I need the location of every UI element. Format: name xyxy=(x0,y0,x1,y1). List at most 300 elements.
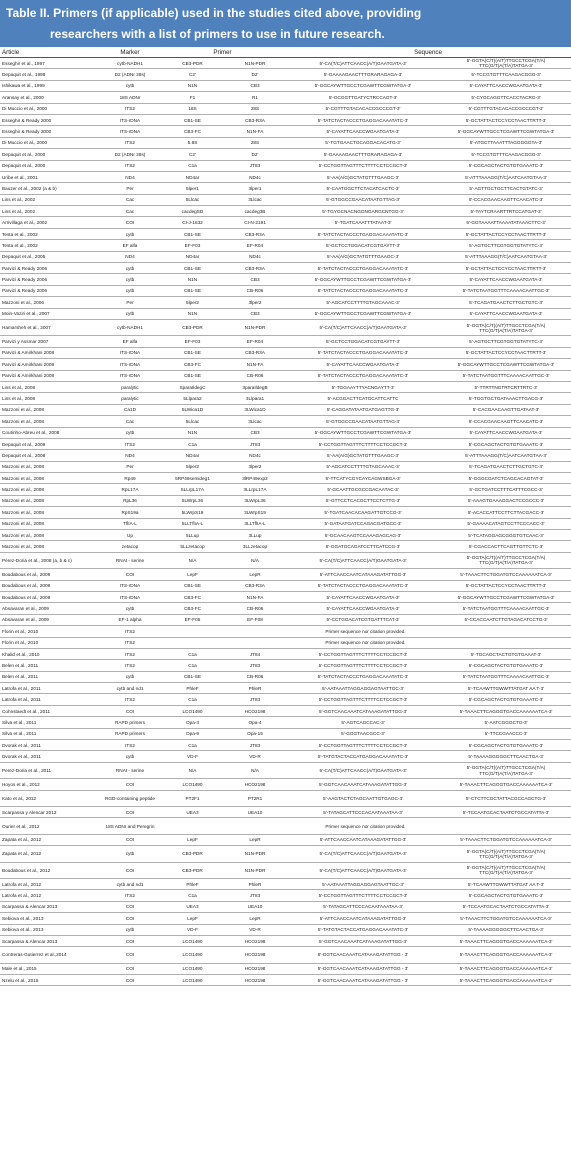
table-row xyxy=(0,370,571,381)
marker-cell: ITS2 xyxy=(100,103,160,114)
primer-forward-cell: C1a xyxy=(160,694,225,705)
primer-forward-cell: C2' xyxy=(160,149,225,160)
article-cell: Boudabous et al., 2009 xyxy=(0,569,100,580)
marker-cell: ITS2 xyxy=(100,626,160,637)
article-cell: Parvizi & Ready 2006 xyxy=(0,274,100,285)
marker-cell: cytb xyxy=(100,80,160,91)
sequence-forward-cell: 5'-GGTCAACAAATCATAAAGATATTGG-3' xyxy=(285,705,441,716)
article-cell: Esseghir & Ready 2000 xyxy=(0,114,100,125)
sequence-reverse-cell: 5'-AGTTGCTGCTTCACTGTATC-3' xyxy=(441,183,571,194)
header-sequence: Sequence xyxy=(285,47,571,58)
primer-forward-cell: N/A xyxy=(160,552,225,568)
article-cell: Mazzoni et al., 2008 xyxy=(0,416,100,427)
primer-reverse-cell: ND4c xyxy=(225,251,285,262)
article-cell: Bauzer et al., 2002 (a & b) xyxy=(0,183,100,194)
primer-forward-cell: C1a xyxy=(160,740,225,751)
marker-cell: EF-1 alpha xyxy=(100,614,160,625)
primer-forward-cell: 5LWica1D xyxy=(160,404,225,415)
marker-cell: Per xyxy=(100,461,160,472)
primer-forward-cell: LepF xyxy=(160,834,225,845)
sequence-forward-cell: 5'-GCGGTTGATYCTRCCAGT-3' xyxy=(285,92,441,103)
primer-reverse-cell: EF-F08 xyxy=(225,614,285,625)
sequence-reverse-cell: 5'-ATGCTTAAATTTAGGGGGTA-3' xyxy=(441,137,571,148)
sequence-forward-cell: 5'-CCTGGACATCGTGATTTCAT-3' xyxy=(285,614,441,625)
marker-cell: Rp49 xyxy=(100,473,160,484)
primer-forward-cell: LCO1490 xyxy=(160,779,225,790)
article-cell: Aransay et al., 2000 xyxy=(0,92,100,103)
sequence-forward-cell: 5'-GAAAAGAACTTTGRARAGAGA-3' xyxy=(285,69,441,80)
table-row xyxy=(0,484,571,495)
table-row xyxy=(0,58,571,69)
article-cell: Mazzoni et al., 2008 xyxy=(0,495,100,506)
sequence-forward-cell: 5'-TTCATYCGYCAYCAGWSBGA-3' xyxy=(285,473,441,484)
primer-forward-cell: 5LWrpL36 xyxy=(160,495,225,506)
table-row xyxy=(0,404,571,415)
article-cell: Moin-Vaziri et al., 2007 xyxy=(0,308,100,319)
marker-cell: RpL36 xyxy=(100,495,160,506)
sequence-reverse-cell: 5'-TAAACTTCAGGGTGACCAAAAAATCA-3' xyxy=(441,947,571,963)
article-cell: Florin et al., 2010 xyxy=(0,626,100,637)
primer-reverse-cell: CB-R06 xyxy=(225,285,285,296)
marker-cell: RpS19a xyxy=(100,507,160,518)
sequence-forward-cell: 5'-AAGTACTCTAGCAATTGTGAGC-3' xyxy=(285,790,441,806)
primer-reverse-cell: EF-R04 xyxy=(225,336,285,347)
marker-cell: Ca1D xyxy=(100,404,160,415)
primer-forward-cell: CB1-SE xyxy=(160,347,225,358)
article-cell: Ishikawa et al., 1999 xyxy=(0,80,100,91)
table-row xyxy=(0,705,571,716)
sequence-forward-cell: 5'-GGGTAACGCC-3' xyxy=(285,728,441,739)
sequence-reverse-cell: 5'-GCTATTACTCCYCCTAACTTRTT-3' xyxy=(441,228,571,239)
article-cell: Parvizi & Amirkhani 2008 xyxy=(0,347,100,358)
sequence-reverse-cell: 5'-TAAAAGGGGGCTTCAACTGA-3' xyxy=(441,751,571,762)
primer-reverse-cell: CB-R06 xyxy=(225,671,285,682)
primer-forward-cell: CB3-FC xyxy=(160,591,225,602)
primer-forward-cell: CB3-FC xyxy=(160,126,225,137)
article-cell: Depaquit et al., 2005 xyxy=(0,251,100,262)
sequence-forward-cell: 5'-GGTCAACAAATCATAAAGATATTGG - 3' xyxy=(285,963,441,974)
primer-reverse-cell: LepR xyxy=(225,569,285,580)
sequence-reverse-cell: 5'-TAYTCRAARTTRTCCATGAT-3' xyxy=(441,206,571,217)
primer-forward-cell: N1N xyxy=(160,308,225,319)
primer-reverse-cell: PhleR xyxy=(225,683,285,694)
sequence-reverse-cell: 5'-GGTAAAATTAAAATATAAACTTC-3' xyxy=(441,217,571,228)
sequence-forward-cell: 5'-GGCAYWTTGCCTCGAWTTCGWTATGA-3' xyxy=(285,274,441,285)
primer-forward-cell: C1a xyxy=(160,438,225,449)
marker-cell: Cac xyxy=(100,206,160,217)
sequence-reverse-cell: 5'-CCACGAACAAGTTCAACATC-3' xyxy=(441,416,571,427)
sequence-reverse-cell: 5'-ATTTAAAGG(T/C)AATCAATGTAA-3' xyxy=(441,251,571,262)
primer-reverse-cell: 3LLrpL17A xyxy=(225,484,285,495)
marker-cell: cytb xyxy=(100,263,160,274)
article-cell: Cohnstaedt et al., 2011 xyxy=(0,705,100,716)
primer-forward-cell: VD-F xyxy=(160,751,225,762)
primer-forward-cell: LCO1490 xyxy=(160,947,225,963)
table-row xyxy=(0,263,571,274)
primer-reverse-cell: cacdeg3B xyxy=(225,206,285,217)
article-cell: Mazzoni et al., 2008 xyxy=(0,473,100,484)
article-cell: Parvizi & Ready 2006 xyxy=(0,285,100,296)
table-row xyxy=(0,790,571,806)
sequence-forward-cell: 5'-TATAGCATTCCCACAATAAATAA-3' xyxy=(285,807,441,818)
marker-cell: COI xyxy=(100,834,160,845)
sequence-reverse-cell: 5'-AGTGCTTCGTGGTGTATYTC-3' xyxy=(441,240,571,251)
marker-cell: cytb xyxy=(100,427,160,438)
primer-forward-cell: C1a xyxy=(160,890,225,901)
sequence-forward-cell: 5'-TATCTACTACCCTGAGGACAAATATC-3' xyxy=(285,671,441,682)
sequence-reverse-cell: 5'-TCCGTGTTTCAAGACGGG-3' xyxy=(441,69,571,80)
sequence-forward-cell: 5'-ATTCAACCAATCATAAAGATATTGG-3' xyxy=(285,913,441,924)
header-primer: Primer xyxy=(160,47,285,58)
primer-reverse-cell: 28S xyxy=(225,103,285,114)
primer-reverse-cell: CB-R06 xyxy=(225,370,285,381)
article-cell: Boudabous et al., 2009 xyxy=(0,580,100,591)
primer-forward-cell: EF-F05 xyxy=(160,614,225,625)
sequence-reverse-cell: 5'-CAYATTCAACCWGAATGATA-3' xyxy=(441,80,571,91)
table-row xyxy=(0,834,571,845)
article-cell: Mazzoni et al., 2008 xyxy=(0,518,100,529)
sequence-reverse-cell: 5'-TAAACTTCAGGGTGACCAAAAAATCA-3' xyxy=(441,935,571,946)
marker-cell: RNAt - serine xyxy=(100,552,160,568)
sequence-reverse-cell: 5'-GAAAACATAGTCCTTCCCACC-3' xyxy=(441,518,571,529)
table-row xyxy=(0,308,571,319)
primer-reverse-cell: 3LLTflIA-L xyxy=(225,518,285,529)
table-row xyxy=(0,637,571,648)
sequence-forward-cell: 5'-GGTCAACAAATCATAAAGATATTGG-3' xyxy=(285,779,441,790)
primer-reverse-cell: CB3-R3A xyxy=(225,228,285,239)
sequence-forward-cell: 5'-GGTCAACAAATCATAAAGATATTGG-3' xyxy=(285,935,441,946)
sequence-reverse-cell: 5'-GCTATTACTCCYCCTAACTTRTT-3' xyxy=(441,580,571,591)
sequence-reverse-cell: 5'-TCCGTGTTTCAAGACGGG-3' xyxy=(441,149,571,160)
sequence-reverse-cell: 5'-CGTTTGTACACACCGCCCGT-3' xyxy=(441,103,571,114)
marker-cell: cytb xyxy=(100,671,160,682)
note-cell: Primer sequence nor citation provided. xyxy=(160,637,571,648)
article-cell: Contreras-Gutierrez et al.,2014 xyxy=(0,947,100,963)
sequence-forward-cell: 5'-TATCTACTACCCTGAGGACAAATATC-3' xyxy=(285,228,441,239)
sequence-forward-cell: 5'-GATAATGATCCAGACGATGCC-3' xyxy=(285,518,441,529)
sequence-reverse-cell: 5'-CTCTTCGCTATTACGCCAGCTG-3' xyxy=(441,790,571,806)
primer-forward-cell: CB1-SE xyxy=(160,263,225,274)
sequence-reverse-cell: 5'-TAAACTTCTGGATGTCCAAAAAATCA-3' xyxy=(441,834,571,845)
marker-cell: cytb xyxy=(100,751,160,762)
primer-reverse-cell: HCO2198 xyxy=(225,975,285,986)
table-row xyxy=(0,518,571,529)
sequence-forward-cell: 5'-CCTGGTTAGTTTCTTTTCCTCCGCT-3' xyxy=(285,890,441,901)
primer-forward-cell: 18S xyxy=(160,103,225,114)
primer-reverse-cell: LepR xyxy=(225,913,285,924)
table-row xyxy=(0,495,571,506)
sequence-reverse-cell: 5'-CACGAACAAGTTGATAAT-3' xyxy=(441,404,571,415)
sequence-reverse-cell: 5'-TTRTTNGTRTCRTTRTC-3' xyxy=(441,381,571,392)
table-row xyxy=(0,660,571,671)
sequence-reverse-cell: 5'-CGCAGCTACTGTGTGAAATC-3' xyxy=(441,890,571,901)
primer-reverse-cell: 3LWica1D xyxy=(225,404,285,415)
primer-reverse-cell: HCO2198 xyxy=(225,705,285,716)
sequence-reverse-cell: 5'-GGTA(C/T)(A/T)TTGCCTCGA(T/A) TTC(G/T)A(T/A)TATGA-3' xyxy=(441,862,571,878)
primer-forward-cell: CB3-PDR xyxy=(160,319,225,335)
primer-forward-cell: LCO1490 xyxy=(160,963,225,974)
sequence-reverse-cell: 5'-TAAACTTCTGGATGTCCAAAAAATCA-3' xyxy=(441,569,571,580)
primer-forward-cell: LepF xyxy=(160,913,225,924)
primer-forward-cell: LepF xyxy=(160,569,225,580)
table-title xyxy=(0,0,571,47)
marker-cell: ITS-rDNA xyxy=(100,359,160,370)
article-cell: Hoyos et al., 2012 xyxy=(0,779,100,790)
sequence-forward-cell: 5'-CA(T/C)ATTCAACC(A/T)GAATGATA-3' xyxy=(285,862,441,878)
sequence-reverse-cell: 5'-TGGTGCTGATAAACTTGACG-3' xyxy=(441,393,571,404)
table-row xyxy=(0,717,571,728)
article-cell: Ourier et al., 2012 xyxy=(0,818,100,834)
article-cell: Esseghir et al., 1997 xyxy=(0,58,100,69)
marker-cell: ITS2 xyxy=(100,694,160,705)
sequence-forward-cell: 5'-AA(A/G)GCTATGTTTGAAGC-3' xyxy=(285,450,441,461)
article-cell: Absavaran et al., 2009 xyxy=(0,614,100,625)
primer-forward-cell: 5lper1 xyxy=(160,183,225,194)
sequence-forward-cell: 5'-AGCATCCTTTTGTAGCAAAC-3' xyxy=(285,461,441,472)
primer-forward-cell: 5LLrpL17A xyxy=(160,484,225,495)
table-row xyxy=(0,171,571,182)
article-cell: Zapata et al., 2012 xyxy=(0,834,100,845)
sequence-forward-cell: 5'-TATCTACTACCCTGAGGACAAATATC-3' xyxy=(285,347,441,358)
table-row xyxy=(0,473,571,484)
sequence-reverse-cell: 5'-AAAGTGAAAGGACTCCGCCC-3' xyxy=(441,495,571,506)
article-cell: Latrofa et al., 2012 xyxy=(0,878,100,889)
table-row xyxy=(0,947,571,963)
primers-table xyxy=(0,47,571,986)
table-row xyxy=(0,381,571,392)
sequence-reverse-cell: 5'-AGTGCTTCGTGGTGTATYTC-3' xyxy=(441,336,571,347)
primer-forward-cell: CB1-SE xyxy=(160,671,225,682)
sequence-forward-cell: 5'-CAYATTCAACCWGAATGATA-3' xyxy=(285,603,441,614)
sequence-reverse-cell: 5'-ATTTAAAGG(T/C)AATCAATGTAA-3' xyxy=(441,450,571,461)
sequence-forward-cell: 5'-CCTGGTTAGTTTCTTTTCCTCCGCT-3' xyxy=(285,160,441,171)
primer-forward-cell: ND4ar xyxy=(160,450,225,461)
primer-reverse-cell: CB3 xyxy=(225,80,285,91)
article-cell: Florin et al., 2010 xyxy=(0,637,100,648)
marker-cell: Up xyxy=(100,530,160,541)
marker-cell: COI xyxy=(100,862,160,878)
primer-forward-cell: EF-F03 xyxy=(160,336,225,347)
table-row xyxy=(0,913,571,924)
primer-reverse-cell: 3LWrpS19 xyxy=(225,507,285,518)
marker-cell: COI xyxy=(100,217,160,228)
primer-forward-cell: CB3-PDR xyxy=(160,862,225,878)
primer-reverse-cell: UEA10 xyxy=(225,807,285,818)
sequence-forward-cell: 5'-GCAACAAGTCCAAAGAGCAG-3' xyxy=(285,530,441,541)
primer-forward-cell: CI-J-1632 xyxy=(160,217,225,228)
table-row xyxy=(0,228,571,239)
sequence-forward-cell: 5'-CCTGGTTAGTTTCTTTTCCTCCGCT-3' xyxy=(285,648,441,659)
table-row xyxy=(0,103,571,114)
primer-reverse-cell: 3Llcac xyxy=(225,416,285,427)
sequence-forward-cell: 5'-CAATGGCTTCTACATCACTC-3' xyxy=(285,183,441,194)
primer-reverse-cell: D2' xyxy=(225,69,285,80)
primer-reverse-cell: 3Llpara1 xyxy=(225,393,285,404)
sequence-forward-cell: 5'-TGATCAAATTTATAAT-3' xyxy=(285,217,441,228)
note-cell: Primer sequence nor citation provided. xyxy=(160,818,571,834)
article-cell: Kato et al., 2012 xyxy=(0,790,100,806)
primer-forward-cell: cacdegSD xyxy=(160,206,225,217)
marker-cell: RAPD primers xyxy=(100,717,160,728)
primer-forward-cell: CB1-SE xyxy=(160,228,225,239)
primer-forward-cell: ND4ar xyxy=(160,171,225,182)
sequence-forward-cell: 5'-GTGGCCGAACATAATGTTAG-3' xyxy=(285,194,441,205)
sequence-reverse-cell: 5'-TAAACTTCAGGGTGACCAAAAAATCA-3' xyxy=(441,779,571,790)
table-row xyxy=(0,160,571,171)
sequence-reverse-cell: 5'-CGCAGCTACTGTGTGAAATC-3' xyxy=(441,660,571,671)
primer-reverse-cell: Opa-15 xyxy=(225,728,285,739)
marker-cell: cytb xyxy=(100,274,160,285)
table-row xyxy=(0,728,571,739)
primer-forward-cell: CB1-SE xyxy=(160,114,225,125)
table-row xyxy=(0,251,571,262)
table-row xyxy=(0,541,571,552)
table-row xyxy=(0,963,571,974)
article-cell: Mazzoni et al., 2008 xyxy=(0,404,100,415)
marker-cell: cytb-NADH1 xyxy=(100,319,160,335)
sequence-reverse-cell: 5'-CGCAGCTACTGTGTGAAATC-3' xyxy=(441,438,571,449)
sequence-forward-cell: 5'-GGTCAACAAATCATAAAGATATTGG - 3' xyxy=(285,947,441,963)
primer-forward-cell: N1N xyxy=(160,80,225,91)
primer-reverse-cell: CB3 xyxy=(225,274,285,285)
article-cell: Pérez-Doria et al., 2008 (a, b & c) xyxy=(0,552,100,568)
sequence-reverse-cell: 5'-AATCGGGCTG-3' xyxy=(441,717,571,728)
primer-reverse-cell: ND4c xyxy=(225,450,285,461)
marker-cell: D2 (ADNr 28s) xyxy=(100,69,160,80)
marker-cell: cytb and nd1 xyxy=(100,683,160,694)
marker-cell: cytb xyxy=(100,846,160,862)
sequence-reverse-cell: 5'-TATCTAATGGTTTCAAAACAATTGC-3' xyxy=(441,671,571,682)
sequence-reverse-cell: 5'-CAYATTCAACCWGAATGATA-3' xyxy=(441,308,571,319)
table-row xyxy=(0,507,571,518)
article-cell: Parvizi y Assmar 2007 xyxy=(0,336,100,347)
article-cell: Perez-Doria et al., 2011 xyxy=(0,762,100,778)
table-row xyxy=(0,862,571,878)
marker-cell: paralytic xyxy=(100,381,160,392)
primer-reverse-cell: VD-R xyxy=(225,924,285,935)
primer-reverse-cell: 3lper2 xyxy=(225,461,285,472)
primer-forward-cell: PhleF xyxy=(160,878,225,889)
table-row xyxy=(0,69,571,80)
marker-cell: ITS2 xyxy=(100,890,160,901)
article-cell: Scarpassa & Alencar 2013 xyxy=(0,935,100,946)
sequence-reverse-cell: 5'-CAYATTCAACCWGAATGATA-3' xyxy=(441,274,571,285)
article-cell: Latrofa et al., 2011 xyxy=(0,694,100,705)
marker-cell: ND4 xyxy=(100,251,160,262)
article-cell: Khalid et al., 2010 xyxy=(0,648,100,659)
sequence-forward-cell: 5'-ACGGACTTCATGCATTCATTC xyxy=(285,393,441,404)
primer-reverse-cell: EF-R04 xyxy=(225,240,285,251)
table-row xyxy=(0,80,571,91)
article-cell: Zapata et al., 2012 xyxy=(0,846,100,862)
article-cell: Latrofa et al., 2012 xyxy=(0,890,100,901)
primer-reverse-cell: CB3-R3A xyxy=(225,347,285,358)
table-row xyxy=(0,807,571,818)
table-row xyxy=(0,818,571,834)
marker-cell: ITS-rDNA xyxy=(100,591,160,602)
table-row xyxy=(0,461,571,472)
marker-cell: ITS2 xyxy=(100,740,160,751)
article-cell: Depaquit et al., 2008 xyxy=(0,438,100,449)
marker-cell: paralytic xyxy=(100,393,160,404)
table-row xyxy=(0,603,571,614)
primer-reverse-cell: CB3 xyxy=(225,427,285,438)
primer-reverse-cell: N1N-FA xyxy=(225,359,285,370)
article-cell: Uribe et al., 2001 xyxy=(0,171,100,182)
sequence-forward-cell: 5'-AATAAATTAGGAGGAGTAATTGC-3' xyxy=(285,878,441,889)
sequence-forward-cell: 5'-GGATGCAGATCCTTCATCCG-3' xyxy=(285,541,441,552)
sequence-forward-cell: 5'-TGGAAYTTYACNGAYTT-3' xyxy=(285,381,441,392)
primer-forward-cell: CB1-SE xyxy=(160,285,225,296)
primer-reverse-cell: N/A xyxy=(225,762,285,778)
marker-cell: Per xyxy=(100,183,160,194)
primer-forward-cell: ND4ar xyxy=(160,251,225,262)
table-row xyxy=(0,935,571,946)
article-cell: Lins et al., 2002 xyxy=(0,206,100,217)
primer-forward-cell: C1a xyxy=(160,648,225,659)
primer-reverse-cell: N1N-PDR xyxy=(225,319,285,335)
sequence-forward-cell: 5'-CAYATTCAACCWGAATGATA-3' xyxy=(285,359,441,370)
table-title-line-2: researchers with a list of primers to use in future research. xyxy=(50,27,385,41)
primer-forward-cell: 5lper2 xyxy=(160,461,225,472)
sequence-reverse-cell: 5'-CGCAGCTACTGTGTGAAATC-3' xyxy=(441,740,571,751)
sequence-forward-cell: 5'-AA(A/G)GCTATGTTTGAAGC-3' xyxy=(285,251,441,262)
primer-reverse-cell: 3lRP49exp2 xyxy=(225,473,285,484)
table-row xyxy=(0,347,571,358)
marker-cell: ND4 xyxy=(100,450,160,461)
article-cell: Depaquit et al., 1998 xyxy=(0,69,100,80)
table-row xyxy=(0,297,571,308)
table-row xyxy=(0,149,571,160)
primer-reverse-cell: CI-N-2191 xyxy=(225,217,285,228)
sequence-forward-cell: 5'-TGYGCNACNGGNGARGCNTGG-3' xyxy=(285,206,441,217)
article-cell: Depaquit et al., 2000 xyxy=(0,149,100,160)
table-row xyxy=(0,194,571,205)
marker-cell: cytb-NADH1 xyxy=(100,58,160,69)
primer-forward-cell: CB1-SE xyxy=(160,370,225,381)
table-row xyxy=(0,683,571,694)
sequence-forward-cell: 5'-CCTGGTTAGTTTCTTTTCCTCCGCT-3' xyxy=(285,660,441,671)
sequence-forward-cell: 5'-CA(T/C)ATTCAACC(A/T)GAATGATA-3' xyxy=(285,58,441,69)
primer-reverse-cell: 3LLzetacop xyxy=(225,541,285,552)
sequence-forward-cell: 5'-CA(T/C)ATTCAACC(A/T)GAATGATA-3' xyxy=(285,762,441,778)
primer-reverse-cell: JT83 xyxy=(225,438,285,449)
article-cell: Dvorak et al., 2011 xyxy=(0,751,100,762)
primer-forward-cell: UEA3 xyxy=(160,807,225,818)
primer-forward-cell: PT2F1 xyxy=(160,790,225,806)
primer-forward-cell: CB1-SE xyxy=(160,580,225,591)
article-cell: Depaquit et al., 2008 xyxy=(0,450,100,461)
primer-forward-cell: CB3-PDR xyxy=(160,846,225,862)
article-cell: Mazzoni et al., 2008 xyxy=(0,484,100,495)
sequence-forward-cell: 5'-GGCAYWTTGCCTCGAWTTCGWTATGA-3' xyxy=(285,308,441,319)
article-cell: Sebiova et al., 2013 xyxy=(0,924,100,935)
marker-cell: ITS-rDNA xyxy=(100,114,160,125)
primer-reverse-cell: 3lper2 xyxy=(225,297,285,308)
sequence-reverse-cell: 5'-TCCAATGCACTAATCTGCCATATTA-3' xyxy=(441,901,571,912)
sequence-reverse-cell: 5'-GCTATTACTCCYCCTAACTTRTT-3' xyxy=(441,114,571,125)
primer-reverse-cell: CB3-R3A xyxy=(225,114,285,125)
note-cell: Primer sequence nor citation provided. xyxy=(160,626,571,637)
sequence-reverse-cell: 5'-TATCTAATGGTTTCAAAACAATTGC-3' xyxy=(441,370,571,381)
primer-reverse-cell: R1 xyxy=(225,92,285,103)
table-row xyxy=(0,878,571,889)
sequence-reverse-cell: 5'-TCAGATGAACTCTTGCTGTC-3' xyxy=(441,461,571,472)
sequence-reverse-cell: 5'-GGCAYWTTGCCTCGAWTTCGWTATGA-3' xyxy=(441,126,571,137)
primer-reverse-cell: Opa-4 xyxy=(225,717,285,728)
article-cell: Depaquit et al., 2000 xyxy=(0,160,100,171)
primer-forward-cell: 5LLzetacop xyxy=(160,541,225,552)
